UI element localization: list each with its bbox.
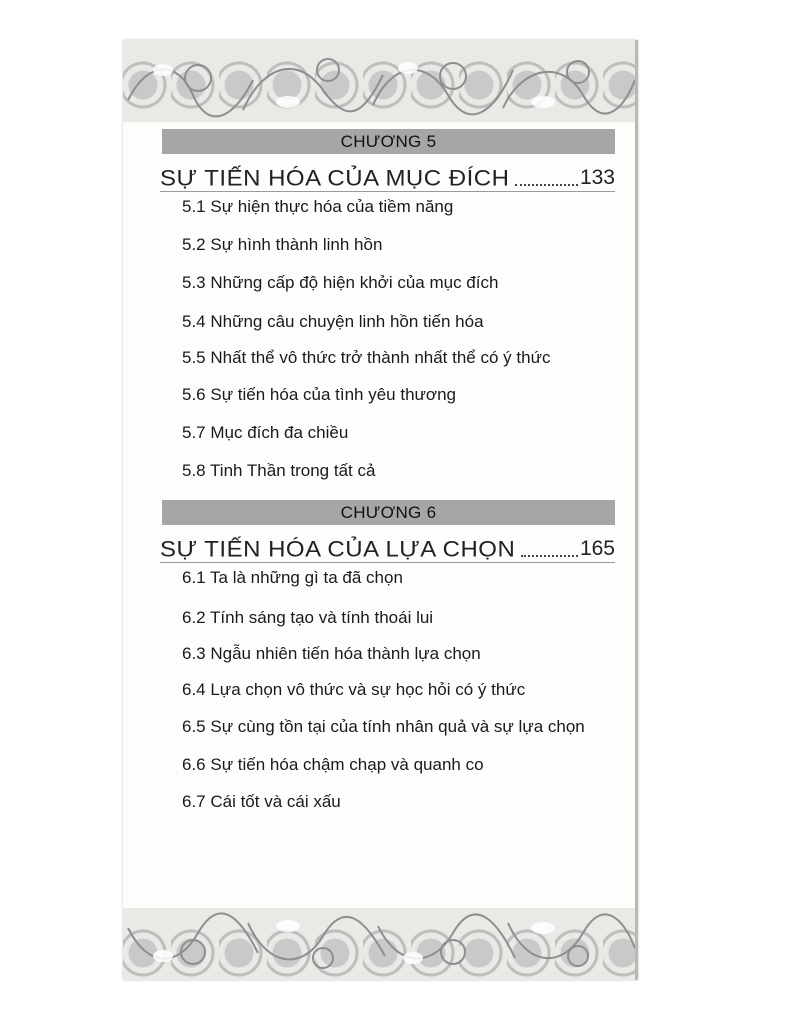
toc-item-5-4[interactable]: 5.4 Những câu chuyện linh hồn tiến hóa [182,312,484,331]
chapter-6-title: SỰ TIẾN HÓA CỦA LỰA CHỌN [160,537,516,562]
top-ornament-border [123,40,635,122]
chapter-6-label: CHƯƠNG 6 [340,503,437,522]
toc-item-6-3[interactable]: 6.3 Ngẫu nhiên tiến hóa thành lựa chọn [182,644,481,663]
toc-item-5-7[interactable]: 5.7 Mục đích đa chiều [182,423,349,442]
toc-item-6-4[interactable]: 6.4 Lựa chọn vô thức và sự học hỏi có ý thức [182,680,526,699]
dot-leader [515,184,578,186]
toc-item-5-1[interactable]: 5.1 Sự hiện thực hóa của tiềm năng [182,197,454,216]
toc-item-5-8[interactable]: 5.8 Tinh Thần trong tất cả [182,461,376,480]
chapter-5-title: SỰ TIẾN HÓA CỦA MỤC ĐÍCH [160,166,510,191]
chapter-6-title-row[interactable] [160,532,615,563]
chapter-6-header-bar [162,500,615,525]
book-page [123,40,638,980]
toc-item-5-2[interactable]: 5.2 Sự hình thành linh hồn [182,235,383,254]
toc-item-5-6[interactable]: 5.6 Sự tiến hóa của tình yêu thương [182,385,456,404]
dot-leader [521,555,578,557]
mandala-pattern-icon [123,40,635,122]
toc-item-6-5[interactable]: 6.5 Sự cùng tồn tại của tính nhân quả và sự lựa chọn [182,717,585,736]
chapter-5-header-bar [162,129,615,154]
toc-item-5-5[interactable]: 5.5 Nhất thể vô thức trở thành nhất thể có ý thức [182,348,551,367]
chapter-6-page-number: 165 [579,537,615,560]
toc-item-6-7[interactable]: 6.7 Cái tốt và cái xấu [182,792,341,811]
toc-item-6-2[interactable]: 6.2 Tính sáng tạo và tính thoái lui [182,608,434,627]
chapter-5-label: CHƯƠNG 5 [340,132,437,151]
toc-item-5-3[interactable]: 5.3 Những cấp độ hiện khởi của mục đích [182,273,499,292]
bottom-ornament-border [123,908,635,980]
chapter-5-title-row[interactable] [160,161,615,192]
mandala-pattern-icon [123,908,635,980]
toc-item-6-1[interactable]: 6.1 Ta là những gì ta đã chọn [182,568,403,587]
chapter-5-page-number: 133 [579,166,615,189]
toc-item-6-6[interactable]: 6.6 Sự tiến hóa chậm chạp và quanh co [182,755,484,774]
